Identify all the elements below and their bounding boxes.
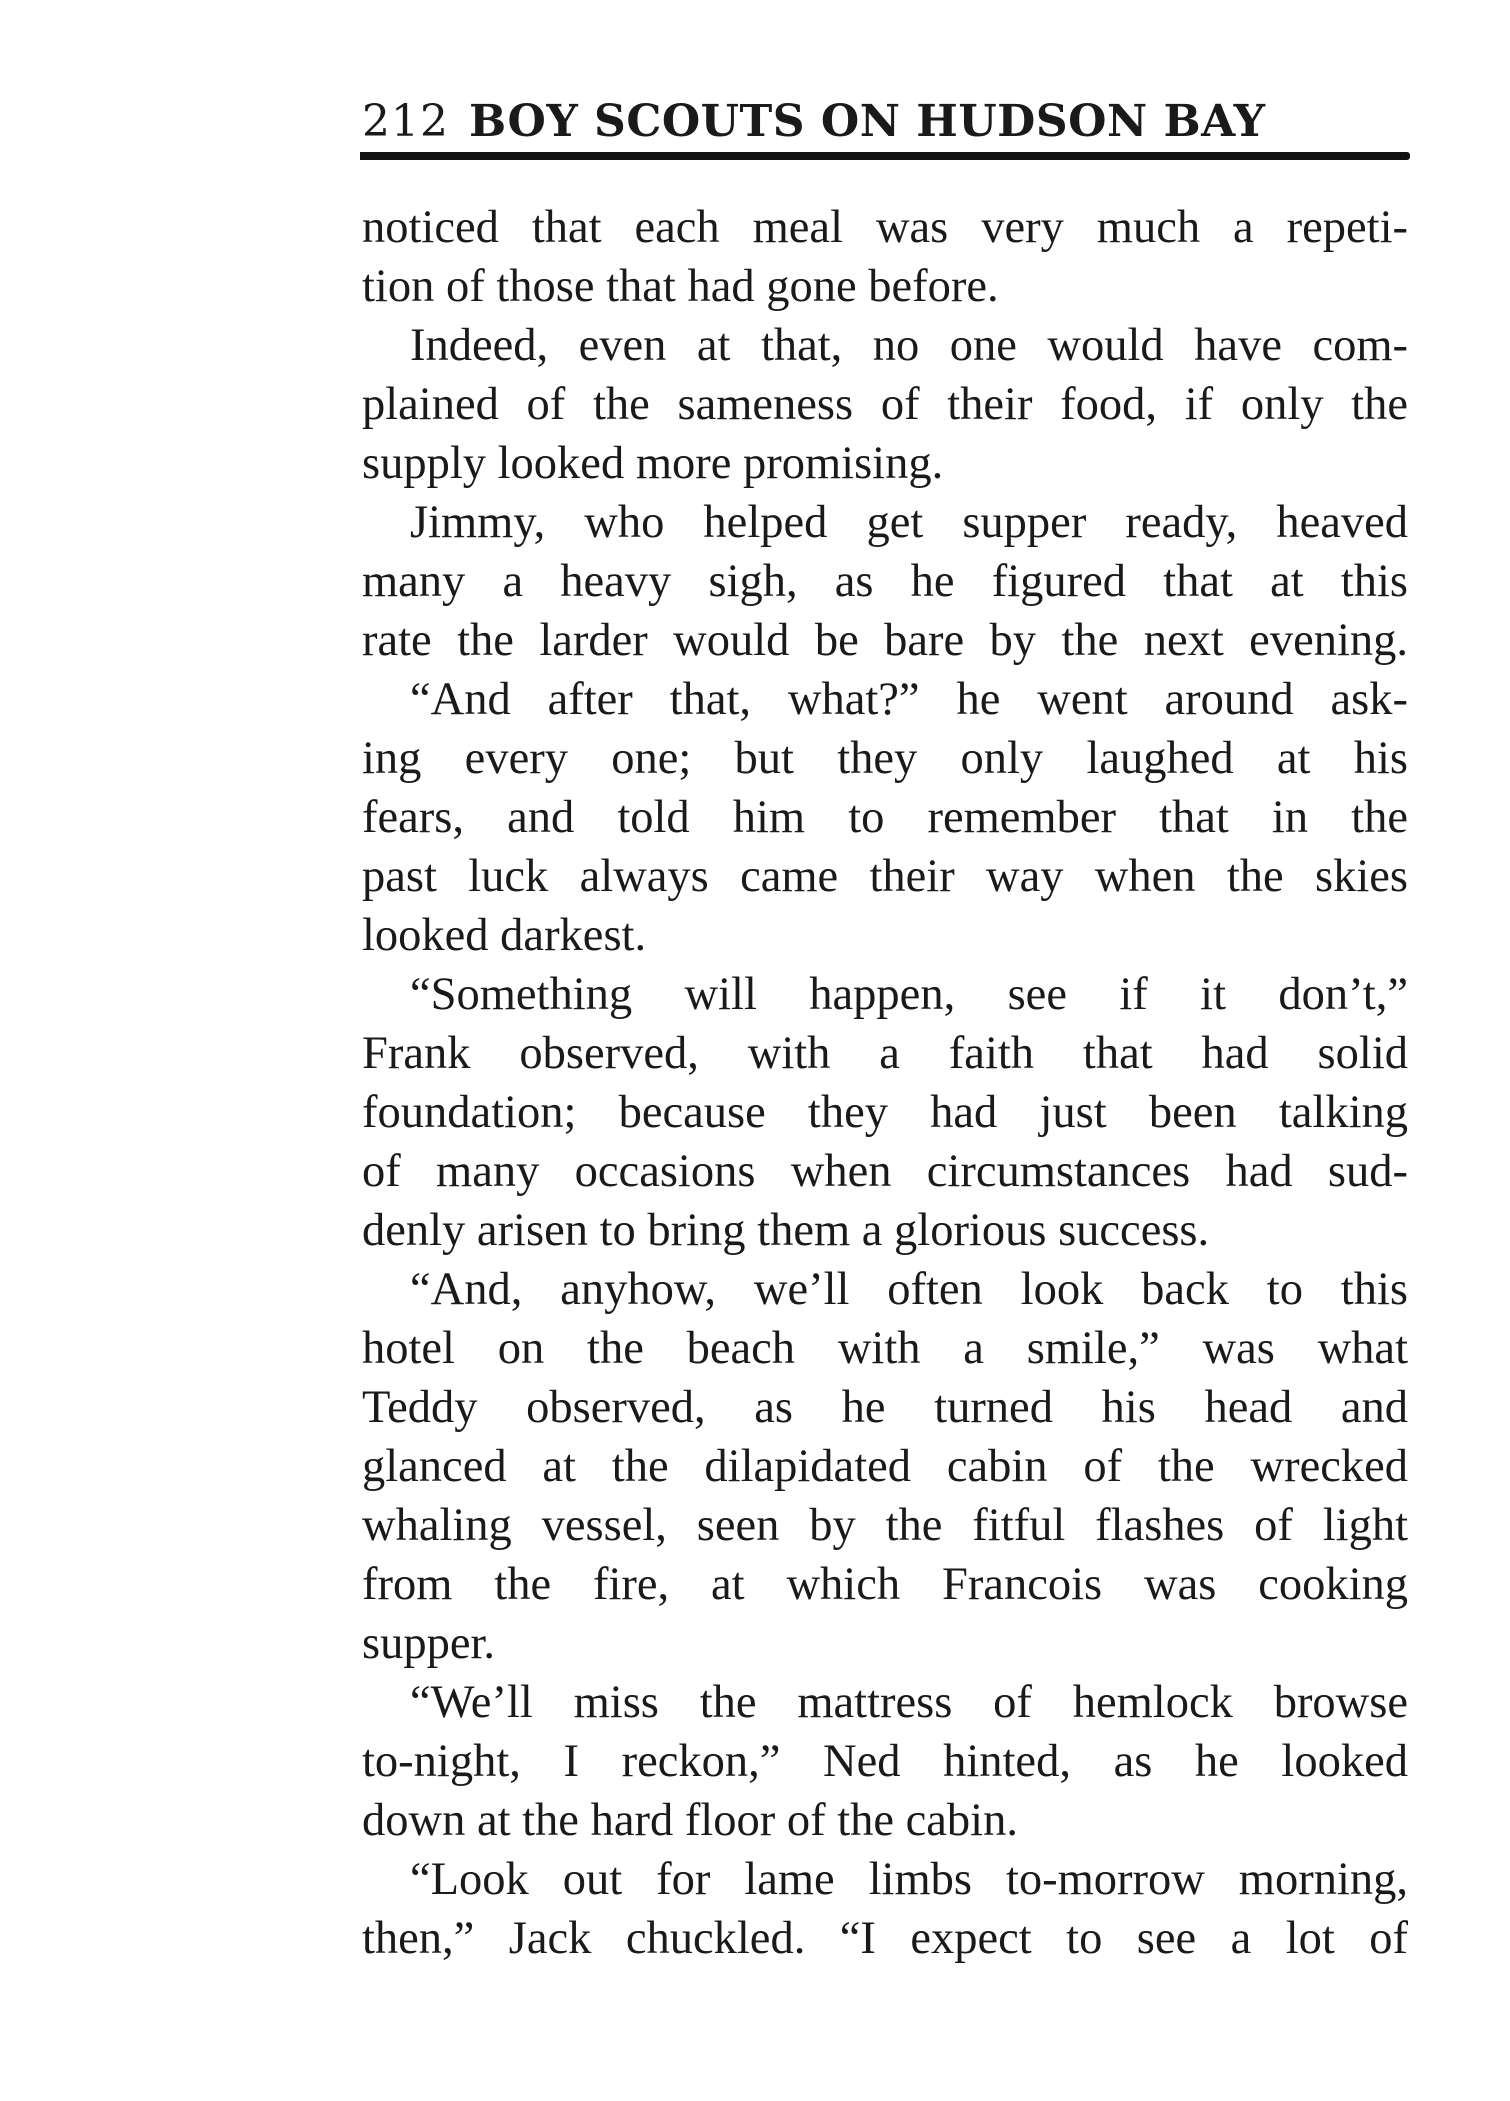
text-line: from the fire, at which Francois was cooking: [362, 1559, 1408, 1610]
text-line: plained of the sameness of their food, if only the: [362, 379, 1408, 430]
text-line: Frank observed, with a faith that had solid: [362, 1028, 1408, 1079]
text-line: of many occasions when circumstances had sud-: [362, 1146, 1408, 1197]
text-line: many a heavy sigh, as he figured that at this: [362, 556, 1408, 607]
text-line: to-night, I reckon,” Ned hinted, as he looked: [362, 1736, 1408, 1787]
text-line: ing every one; but they only laughed at his: [362, 733, 1408, 784]
text-line: Indeed, even at that, no one would have com-: [410, 320, 1408, 371]
text-line: whaling vessel, seen by the fitful flashes of light: [362, 1500, 1408, 1551]
text-line: rate the larder would be bare by the next evening.: [362, 615, 1408, 666]
text-line: Teddy observed, as he turned his head and: [362, 1382, 1408, 1433]
text-line: “Look out for lame limbs to-morrow morning,: [410, 1854, 1408, 1905]
text-line: glanced at the dilapidated cabin of the wrecked: [362, 1441, 1408, 1492]
text-line: Jimmy, who helped get supper ready, heaved: [410, 497, 1408, 548]
header-rule: [360, 152, 1410, 160]
text-line: past luck always came their way when the skies: [362, 851, 1408, 902]
text-line: “Something will happen, see if it don’t,”: [410, 969, 1408, 1020]
text-line: then,” Jack chuckled. “I expect to see a lot of: [362, 1913, 1408, 1964]
text-line: supper.: [362, 1618, 496, 1669]
running-title: BOY SCOUTS ON HUDSON BAY: [468, 96, 1266, 147]
text-line: noticed that each meal was very much a repeti-: [362, 202, 1408, 253]
text-line: hotel on the beach with a smile,” was what: [362, 1323, 1408, 1374]
page-number: 212: [362, 96, 449, 147]
body-text: [362, 198, 1408, 1968]
text-line: “And, anyhow, we’ll often look back to this: [410, 1264, 1408, 1315]
text-line: tion of those that had gone before.: [362, 261, 999, 312]
text-line: looked darkest.: [362, 910, 647, 961]
text-line: “And after that, what?” he went around ask-: [410, 674, 1408, 725]
running-head: [362, 96, 1410, 148]
text-line: supply looked more promising.: [362, 438, 944, 489]
text-line: down at the hard floor of the cabin.: [362, 1795, 1018, 1846]
text-line: denly arisen to bring them a glorious success.: [362, 1205, 1210, 1256]
text-line: foundation; because they had just been talking: [362, 1087, 1408, 1138]
text-line: fears, and told him to remember that in the: [362, 792, 1408, 843]
text-line: “We’ll miss the mattress of hemlock browse: [410, 1677, 1408, 1728]
